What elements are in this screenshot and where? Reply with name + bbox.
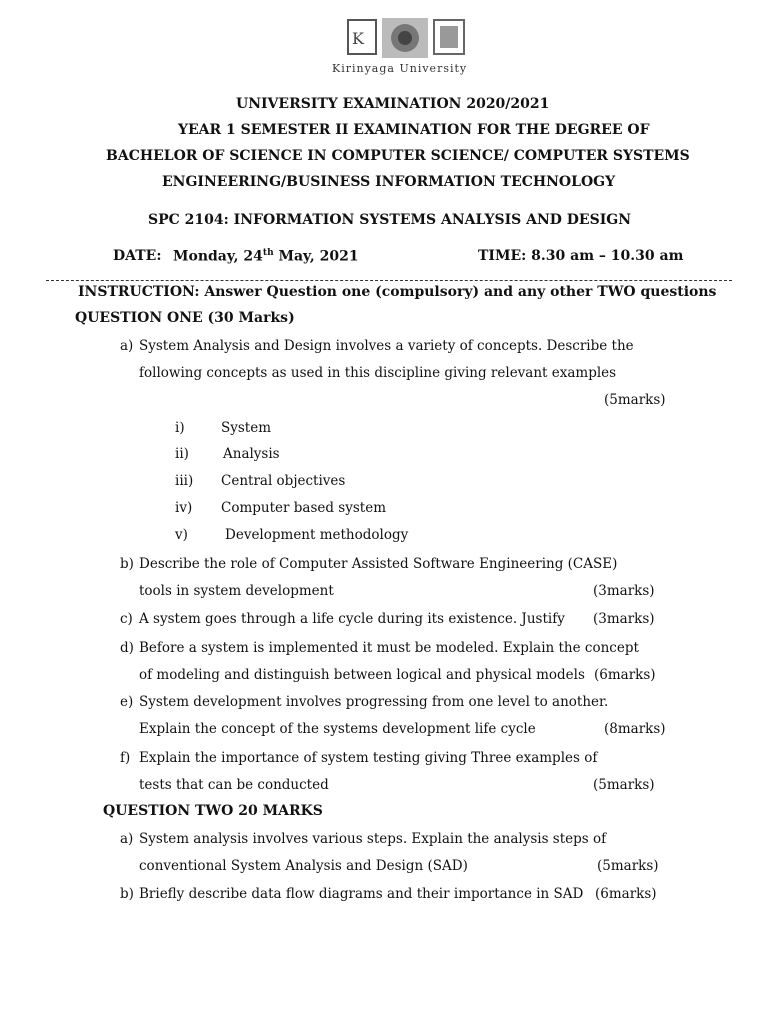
q1a-text-2: following concepts as used in this discipline giving relevant examples xyxy=(139,365,617,381)
sub-item-text: Computer based system xyxy=(221,500,386,516)
instruction: INSTRUCTION: Answer Question one (compulsory) and any other TWO questions xyxy=(78,284,717,300)
sub-item-text: Analysis xyxy=(223,446,280,462)
q1c-label: c) xyxy=(120,611,133,627)
q2b-marks: (6marks) xyxy=(595,886,657,902)
q2a-text-2: conventional System Analysis and Design (SAD) xyxy=(139,858,468,874)
svg-text:K: K xyxy=(352,29,364,48)
question-one-title: QUESTION ONE (30 Marks) xyxy=(75,310,295,326)
logo-crest-icon xyxy=(342,14,502,64)
exam-time: TIME: 8.30 am – 10.30 am xyxy=(478,248,684,264)
q1d-label: d) xyxy=(120,640,134,656)
q1f-text-2: tests that can be conducted xyxy=(139,777,329,793)
q2a-label: a) xyxy=(120,831,134,847)
sub-item-text: Development methodology xyxy=(225,527,409,543)
degree-line: BACHELOR OF SCIENCE IN COMPUTER SCIENCE/ COMPUTER SYSTEMS xyxy=(106,148,690,164)
q1e-marks: (8marks) xyxy=(604,721,666,737)
exam-year-line: YEAR 1 SEMESTER II EXAMINATION FOR THE DEGREE OF xyxy=(178,122,650,138)
question-two-title: QUESTION TWO 20 MARKS xyxy=(103,803,323,819)
date-label: DATE: xyxy=(113,248,162,264)
sub-item-num: iii) xyxy=(175,473,194,489)
q2b-label: b) xyxy=(120,886,134,902)
logo-text: Kirinyaga University xyxy=(332,62,468,75)
sub-item-text: Central objectives xyxy=(221,473,346,489)
q1e-label: e) xyxy=(120,694,134,710)
q1a-label: a) xyxy=(120,338,134,354)
sub-item-num: i) xyxy=(175,420,185,436)
exam-date: Monday, 24th May, 2021 xyxy=(173,248,359,265)
sub-item-num: iv) xyxy=(175,500,193,516)
q1d-marks: (6marks) xyxy=(594,667,656,683)
q1b-text: Describe the role of Computer Assisted Software Engineering (CASE) xyxy=(139,556,618,572)
q1f-label: f) xyxy=(120,750,131,766)
q1d-text-2: of modeling and distinguish between logical and physical models xyxy=(139,667,585,683)
q1f-text: Explain the importance of system testing giving Three examples of xyxy=(139,750,598,766)
q1f-marks: (5marks) xyxy=(593,777,655,793)
q1d-text: Before a system is implemented it must be modeled. Explain the concept xyxy=(139,640,639,656)
q1a-marks: (5marks) xyxy=(604,392,666,408)
q1b-label: b) xyxy=(120,556,134,572)
q1b-marks: (3marks) xyxy=(593,583,655,599)
exam-title: UNIVERSITY EXAMINATION 2020/2021 xyxy=(236,96,550,112)
sub-item-num: ii) xyxy=(175,446,189,462)
q1b-text-2: tools in system development xyxy=(139,583,334,599)
q1a-text: System Analysis and Design involves a variety of concepts. Describe the xyxy=(139,338,634,354)
q2a-marks: (5marks) xyxy=(597,858,659,874)
degree-line-2: ENGINEERING/BUSINESS INFORMATION TECHNOLOGY xyxy=(162,174,616,190)
q1e-text: System development involves progressing from one level to another. xyxy=(139,694,609,710)
sub-item-num: v) xyxy=(175,527,188,543)
course-title: SPC 2104: INFORMATION SYSTEMS ANALYSIS AND DESIGN xyxy=(148,212,631,228)
q2a-text: System analysis involves various steps. Explain the analysis steps of xyxy=(139,831,607,847)
sub-item-text: System xyxy=(221,420,272,436)
divider xyxy=(46,280,732,281)
q1c-text: A system goes through a life cycle during its existence. Justify xyxy=(139,611,565,627)
q1c-marks: (3marks) xyxy=(593,611,655,627)
q1e-text-2: Explain the concept of the systems development life cycle xyxy=(139,721,536,737)
q2b-text: Briefly describe data flow diagrams and their importance in SAD xyxy=(139,886,584,902)
